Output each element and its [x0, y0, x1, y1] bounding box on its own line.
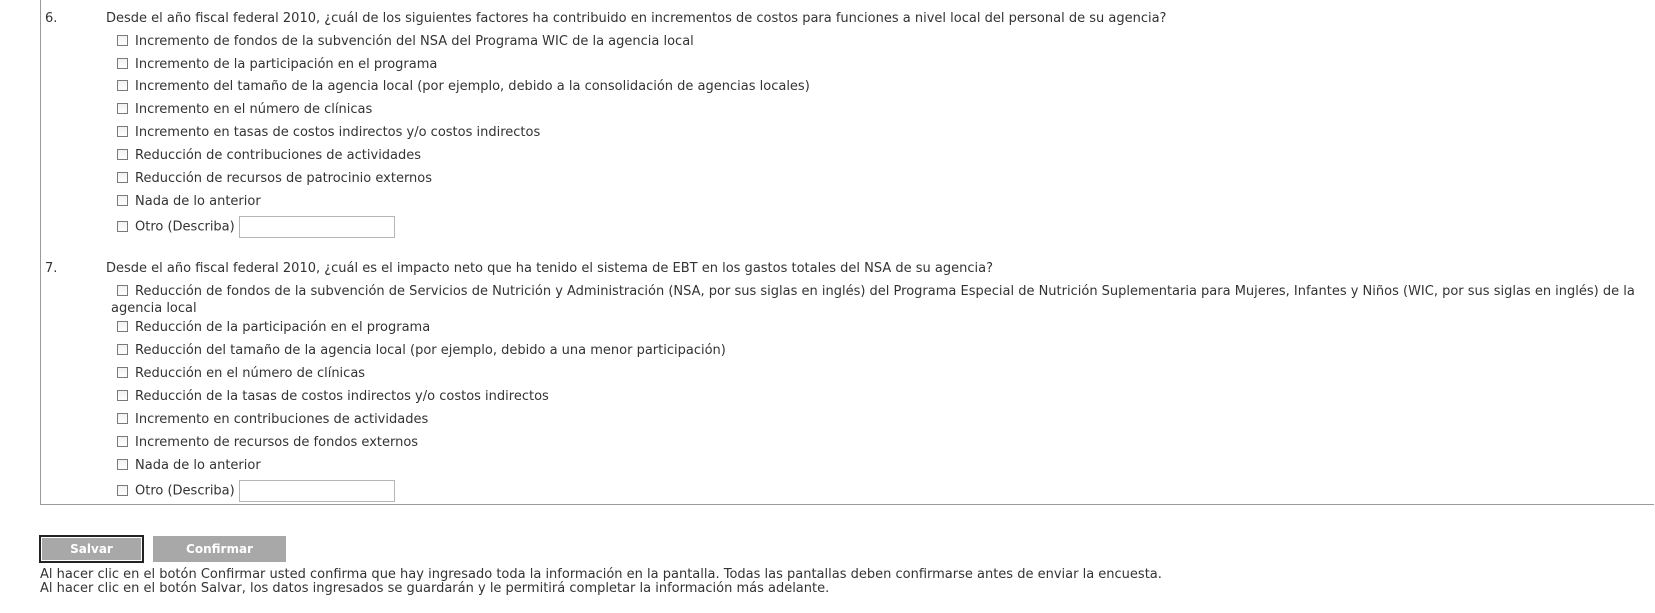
survey-panel: [40, 0, 1654, 505]
q7-option-7: [117, 434, 418, 452]
checkbox[interactable]: [117, 485, 128, 496]
option-label: Reducción de la participación en el programa: [135, 320, 431, 335]
option-label: Reducción de fondos de la subvención de Servicios de Nutrición y Administración (NSA, por sus siglas en inglés) del Programa Especial de Nutrición Suplementaria para Mujeres, Infantes y Niños (WIC, por sus siglas en inglés) de la agencia local: [111, 284, 1635, 316]
option-label: Otro (Describa): [135, 483, 235, 499]
option-label: Incremento de fondos de la subvención del NSA del Programa WIC de la agencia local: [135, 34, 694, 49]
option-label: Reducción de contribuciones de actividades: [135, 148, 422, 163]
q6-option-2: [117, 56, 437, 74]
q6-option-3: [117, 78, 810, 96]
option-label: Incremento en el número de clínicas: [135, 102, 373, 117]
option-label: Incremento de la participación en el programa: [135, 57, 438, 72]
q6-option-5: [117, 124, 540, 142]
q7-option-4: [117, 365, 365, 383]
confirm-button[interactable]: Confirmar: [153, 536, 286, 562]
checkbox[interactable]: [117, 172, 128, 183]
option-label: Reducción del tamaño de la agencia local (por ejemplo, debido a una menor participación): [135, 343, 726, 358]
option-label: Nada de lo anterior: [135, 458, 261, 473]
option-label: Incremento del tamaño de la agencia local (por ejemplo, debido a la consolidación de agencias locales): [135, 79, 810, 94]
option-label: Reducción de la tasas de costos indirectos y/o costos indirectos: [135, 389, 549, 404]
option-label: Reducción de recursos de patrocinio externos: [135, 171, 433, 186]
option-label: Nada de lo anterior: [135, 194, 261, 209]
checkbox[interactable]: [117, 103, 128, 114]
q6-option-7: [117, 170, 432, 188]
confirm-note: Al hacer clic en el botón Confirmar usted confirma que hay ingresado toda la información en la pantalla. Todas las pantallas deben confirmarse antes de enviar la encuesta.: [40, 567, 1162, 582]
option-label: Otro (Describa): [135, 219, 235, 235]
checkbox[interactable]: [117, 195, 128, 206]
q6-option-8: [117, 193, 261, 211]
checkbox[interactable]: [117, 80, 128, 91]
q7-option-3: [117, 342, 726, 360]
option-label: Incremento en contribuciones de actividades: [135, 412, 429, 427]
q7-option-other: [117, 480, 395, 498]
checkbox[interactable]: [117, 149, 128, 160]
checkbox[interactable]: [117, 436, 128, 447]
question-number: 7.: [45, 261, 58, 276]
q7-option-2: [117, 319, 430, 337]
question-text: Desde el año fiscal federal 2010, ¿cuál de los siguientes factores ha contribuido en incrementos de costos para funciones a nivel local del personal de su agencia?: [106, 11, 1167, 26]
checkbox[interactable]: [117, 390, 128, 401]
checkbox[interactable]: [117, 344, 128, 355]
checkbox[interactable]: [117, 221, 128, 232]
option-label: Incremento de recursos de fondos externos: [135, 435, 419, 450]
checkbox[interactable]: [117, 126, 128, 137]
checkbox[interactable]: [117, 367, 128, 378]
question-text: Desde el año fiscal federal 2010, ¿cuál es el impacto neto que ha tenido el sistema de EBT en los gastos totales del NSA de su agencia?: [106, 261, 993, 276]
save-button[interactable]: Salvar: [40, 536, 143, 562]
question-number: 6.: [45, 11, 58, 26]
q6-option-1: [117, 33, 694, 51]
q7-option-8: [117, 457, 261, 475]
checkbox[interactable]: [117, 459, 128, 470]
q6-option-other: [117, 216, 395, 234]
q6-option-4: [117, 101, 372, 119]
q7-option-6: [117, 411, 428, 429]
option-label: Incremento en tasas de costos indirectos y/o costos indirectos: [135, 125, 541, 140]
other-describe-input[interactable]: [239, 216, 395, 238]
q7-option-1: [111, 283, 1651, 317]
option-label: Reducción en el número de clínicas: [135, 366, 366, 381]
save-note: Al hacer clic en el botón Salvar, los datos ingresados se guardarán y le permitirá completar la información más adelante.: [40, 581, 830, 596]
checkbox[interactable]: [117, 58, 128, 69]
other-describe-input[interactable]: [239, 480, 395, 502]
q7-option-5: [117, 388, 549, 406]
checkbox[interactable]: [117, 321, 128, 332]
checkbox[interactable]: [117, 285, 128, 296]
checkbox[interactable]: [117, 35, 128, 46]
checkbox[interactable]: [117, 413, 128, 424]
q6-option-6: [117, 147, 421, 165]
